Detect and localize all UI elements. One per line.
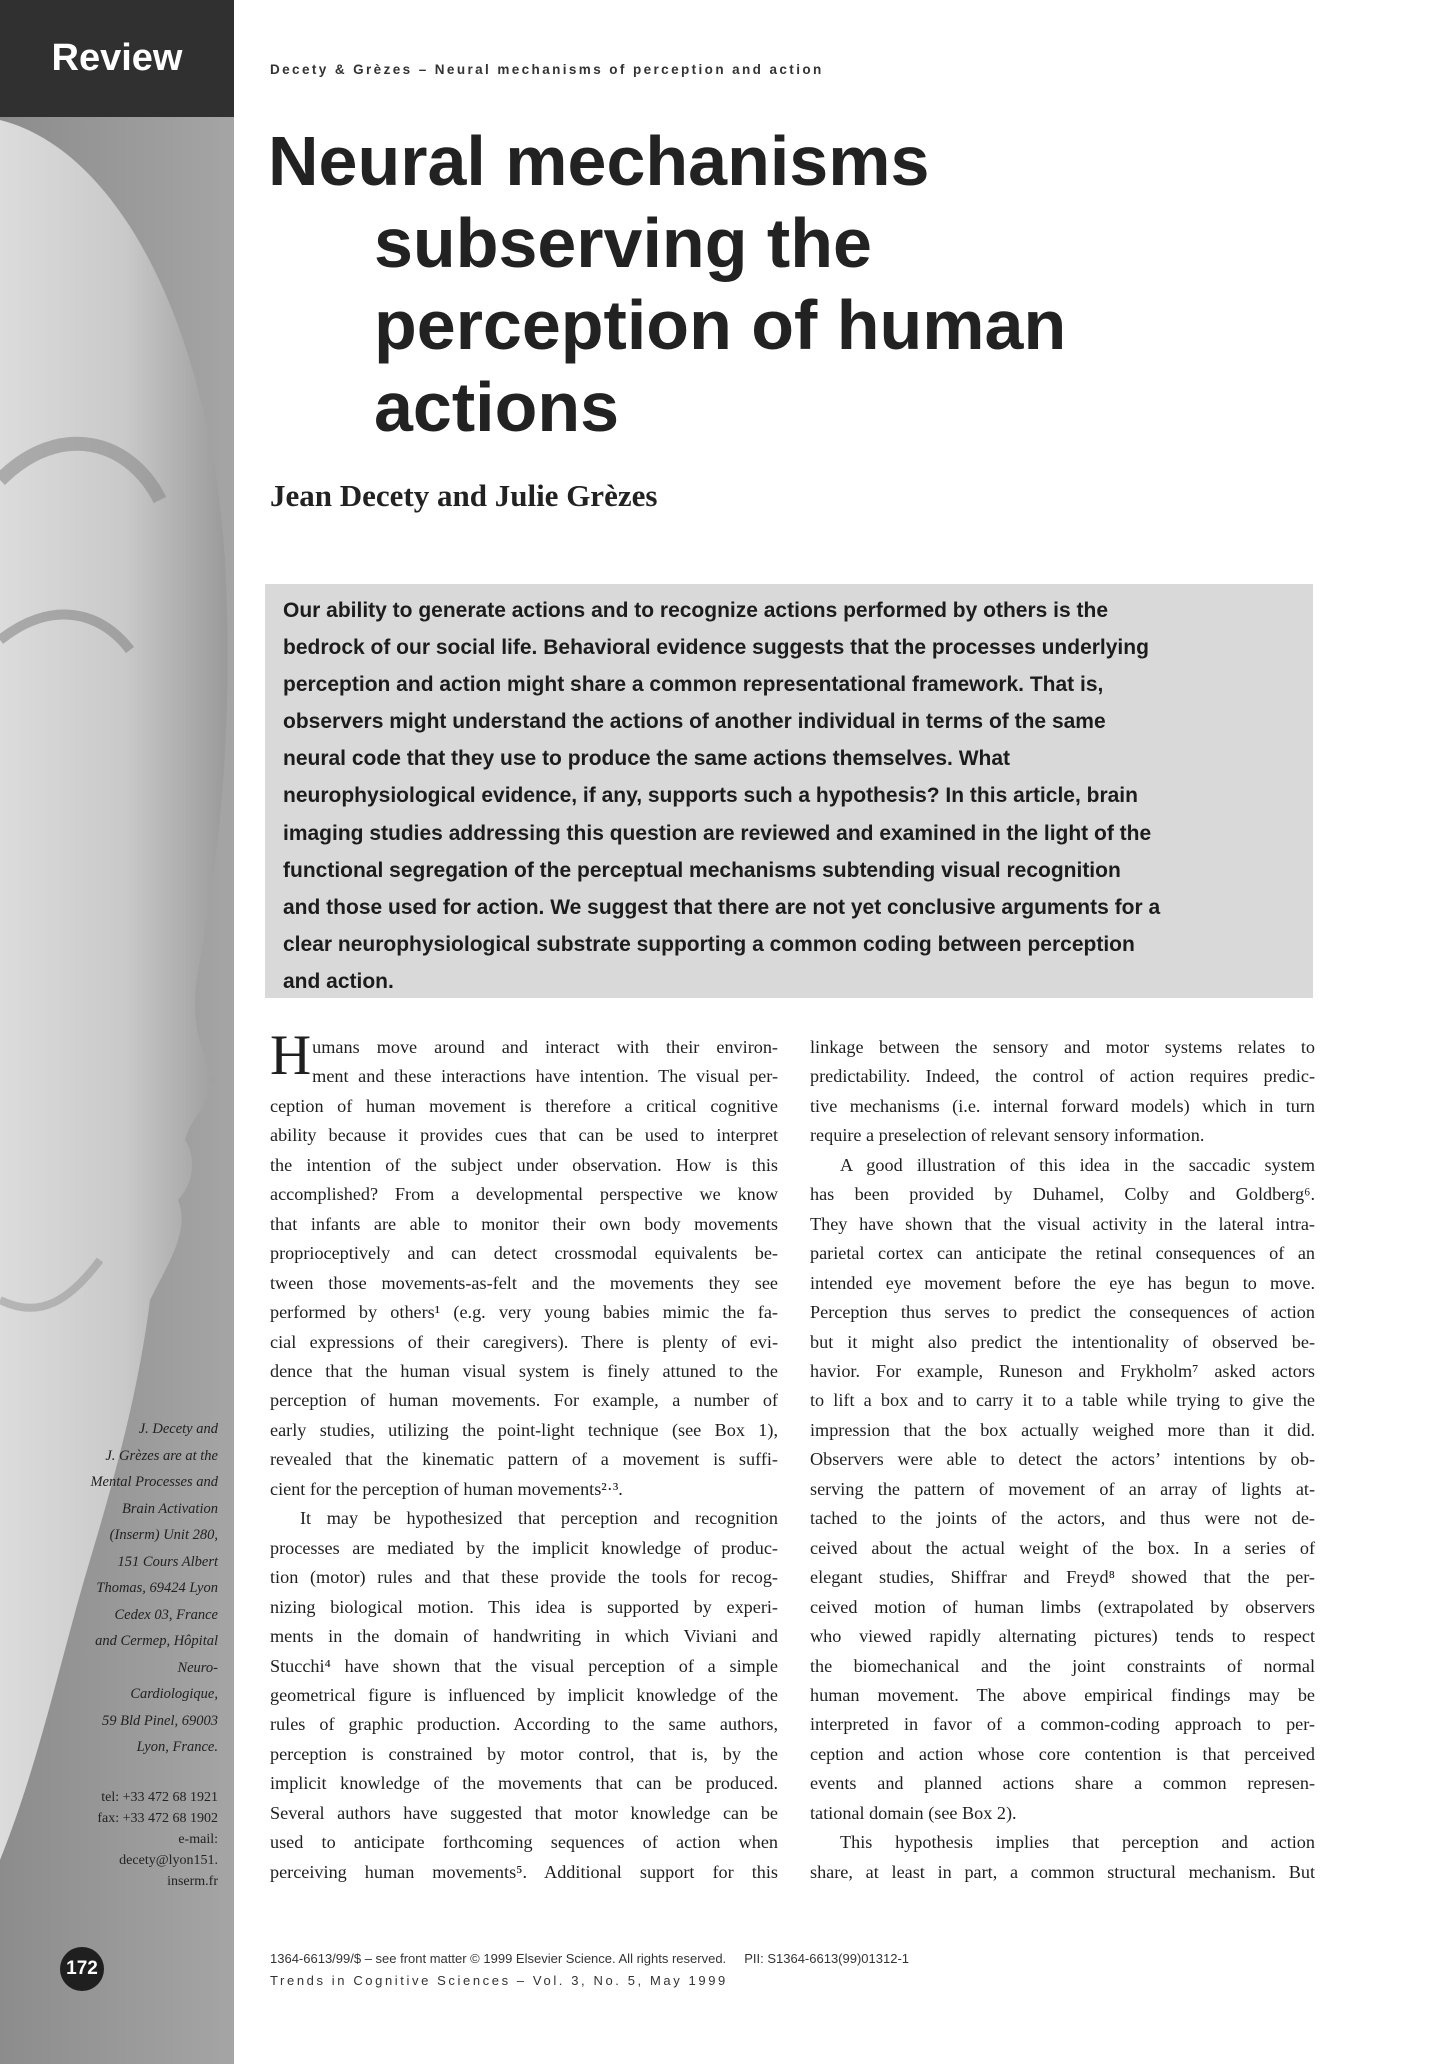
body-line: interpreted in favor of a common-coding approach to per- [810,1714,1315,1735]
body-line: perception is constrained by motor control, that is, by the [270,1743,778,1764]
page-footer [270,1948,909,1992]
affiliation-line: J. Grèzes are at the [105,1447,218,1464]
affiliation-line: Cardiologique, [130,1686,218,1702]
body-line: This hypothesis implies that perception and action [840,1832,1315,1853]
affiliation-line: (Inserm) Unit 280, [109,1527,218,1543]
body-line: early studies, utilizing the point-light technique (see Box 1), [270,1419,778,1440]
affiliation-line: Neuro- [177,1659,218,1676]
body-line: proprioceptively and can detect crossmodal equivalents be- [270,1243,778,1264]
body-line: impression that the box actually weighed more than it did. [810,1419,1315,1440]
affiliation-line: Mental Processes and [90,1474,218,1490]
contact-email: decety@lyon151. [119,1853,218,1868]
author-contact [18,1787,218,1892]
abstract-line: and those used for action. We suggest that there are not yet conclusive arguments for a [283,895,1161,919]
body-line: the biomechanical and the joint constraints of normal [810,1655,1315,1676]
title-line: actions [374,368,620,446]
body-line: has been provided by Duhamel, Colby and Goldberg⁶. [810,1184,1315,1205]
body-line: rules of graphic production. According to the same authors, [270,1714,778,1735]
body-line: parietal cortex can anticipate the retinal consequences of an [810,1243,1315,1264]
left-rail [0,0,234,2064]
body-line: accomplished? From a developmental perspective we know [270,1184,778,1205]
title-line: Neural mechanisms [268,122,930,200]
body-line: that infants are able to monitor their own body movements [270,1213,778,1234]
affiliation-line: J. Decety and [138,1421,218,1437]
copyright-notice: 1364-6613/99/$ – see front matter © 1999 Elsevier Science. All rights reserved. PII: S1364-6613(99)01312-1 [270,1951,910,1966]
body-line: cient for the perception of human movements²·³. [270,1478,623,1499]
body-line: dence that the human visual system is finely attuned to the [270,1360,778,1381]
body-line: linkage between the sensory and motor systems relates to [810,1037,1315,1057]
body-line: tween those movements-as-felt and the movements they see [270,1272,778,1293]
body-line: but it might also predict the intentionality of observed be- [810,1331,1315,1352]
body-line: ceived about the actual weight of the box. In a series of [810,1537,1315,1558]
contact-phone: tel: +33 472 68 1921 [101,1790,218,1805]
body-line: A good illustration of this idea in the saccadic system [840,1154,1315,1175]
body-line: It may be hypothesized that perception and recognition [300,1508,778,1529]
abstract-line: imaging studies addressing this question are reviewed and examined in the light of the [283,821,1152,845]
body-line: nizing biological motion. This idea is supported by experi- [270,1596,778,1617]
drop-cap: H [270,1024,312,1087]
body-line: ception and action whose core contention is that perceived [810,1743,1315,1764]
body-line: the intention of the subject under observation. How is this [270,1154,778,1175]
body-line: require a preselection of relevant sensory information. [810,1125,1205,1146]
author-affiliation [18,1416,218,1761]
journal-citation: Trends in Cognitive Sciences – Vol. 3, No. 5, May 1999 [270,1973,728,1988]
affiliation-line: 59 Bld Pinel, 69003 [102,1712,218,1729]
body-line: events and planned actions share a common represen- [810,1773,1315,1794]
body-line: perceiving human movements⁵. Additional support for this [270,1861,778,1882]
body-line: human movement. The above empirical findings may be [810,1684,1315,1705]
body-line: who viewed rapidly alternating pictures) tends to respect [810,1626,1315,1647]
body-line: intended eye movement before the eye has begun to move. [810,1272,1315,1293]
body-line: cial expressions of their caregivers). There is plenty of evi- [270,1331,778,1352]
body-line: share, at least in part, a common structural mechanism. But [810,1861,1315,1882]
body-line: tational domain (see Box 2). [810,1802,1017,1823]
body-line: tive mechanisms (i.e. internal forward models) which in turn [810,1095,1315,1116]
contact-email: inserm.fr [167,1874,218,1889]
title-line: perception of human [374,286,1067,364]
body-line: tion (motor) rules and that these provide the tools for recog- [270,1567,778,1588]
body-column-right [810,1033,1315,1887]
body-line: perception of human movements. For example, a number of [270,1390,778,1411]
body-line: ments in the domain of handwriting in which Viviani and [270,1626,778,1647]
abstract-line: bedrock of our social life. Behavioral evidence suggests that the processes underlying [283,636,1149,660]
abstract-line: neurophysiological evidence, if any, supports such a hypothesis? In this article, brain [283,784,1138,808]
affiliation-line: 151 Cours Albert [117,1553,218,1570]
abstract-line: perception and action might share a common representational framework. That is, [283,673,1104,697]
contact-fax: fax: +33 472 68 1902 [97,1811,218,1826]
body-line: predictability. Indeed, the control of action requires predic- [810,1066,1315,1087]
abstract-box [265,584,1313,998]
body-line: implicit knowledge of the movements that can be produced. [270,1773,778,1794]
body-line: tached to the joints of the actors, and thus were not de- [810,1508,1315,1529]
body-column-left [270,1024,778,1887]
body-line: Stucchi⁴ have shown that the visual perception of a simple [270,1655,778,1676]
body-line: Perception thus serves to predict the consequences of action [810,1302,1315,1323]
body-line: revealed that the kinematic pattern of a movement is suffi- [270,1449,778,1470]
body-line: Observers were able to detect the actors’ intentions by ob- [810,1449,1315,1470]
running-head: Decety & Grèzes – Neural mechanisms of perception and action [270,62,824,77]
body-line: havior. For example, Runeson and Frykholm⁷ asked actors [810,1360,1315,1381]
body-line: ment and these interactions have intention. The visual per- [312,1066,778,1087]
affiliation-line: Lyon, France. [136,1739,218,1755]
body-line: used to anticipate forthcoming sequences of action when [270,1832,778,1853]
article-title [268,120,1368,448]
body-line: to lift a box and to carry it to a table while trying to give the [810,1390,1315,1411]
body-line: ception of human movement is therefore a critical cognitive [270,1095,778,1116]
abstract-line: observers might understand the actions of another individual in terms of the same [283,710,1106,734]
affiliation-line: Cedex 03, France [114,1606,218,1623]
abstract-line: Our ability to generate actions and to recognize actions performed by others is the [283,599,1108,622]
abstract-line: functional segregation of the perceptual mechanisms subtending visual recognition [283,858,1121,882]
body-line: performed by others¹ (e.g. very young babies mimic the fa- [270,1302,778,1323]
article-authors: Jean Decety and Julie Grèzes [270,478,658,513]
abstract-line: and action. [283,969,394,993]
affiliation-line: Thomas, 69424 Lyon [96,1580,218,1596]
body-line: serving the pattern of movement of an array of lights at- [810,1478,1315,1499]
contact-email-label: e-mail: [178,1832,218,1847]
section-tab: Review [0,0,234,117]
abstract-line: neural code that they use to produce the same actions themselves. What [283,747,1011,771]
body-line: elegant studies, Shiffrar and Freyd⁸ showed that the per- [810,1567,1315,1588]
body-line: processes are mediated by the implicit knowledge of produc- [270,1537,778,1558]
affiliation-line: and Cermep, Hôpital [95,1633,218,1649]
abstract-line: clear neurophysiological substrate supporting a common coding between perception [283,932,1135,956]
affiliation-line: Brain Activation [122,1500,218,1517]
body-line: geometrical figure is influenced by implicit knowledge of the [270,1684,778,1705]
title-line: subserving the [374,204,872,282]
body-line: umans move around and interact with their environ- [312,1037,778,1057]
body-line: They have shown that the visual activity in the lateral intra- [810,1213,1315,1234]
page-number: 172 [60,1947,104,1991]
body-line: ceived motion of human limbs (extrapolated by observers [810,1596,1315,1617]
body-line: ability because it provides cues that can be used to interpret [270,1125,778,1146]
body-line: Several authors have suggested that motor knowledge can be [270,1802,778,1823]
